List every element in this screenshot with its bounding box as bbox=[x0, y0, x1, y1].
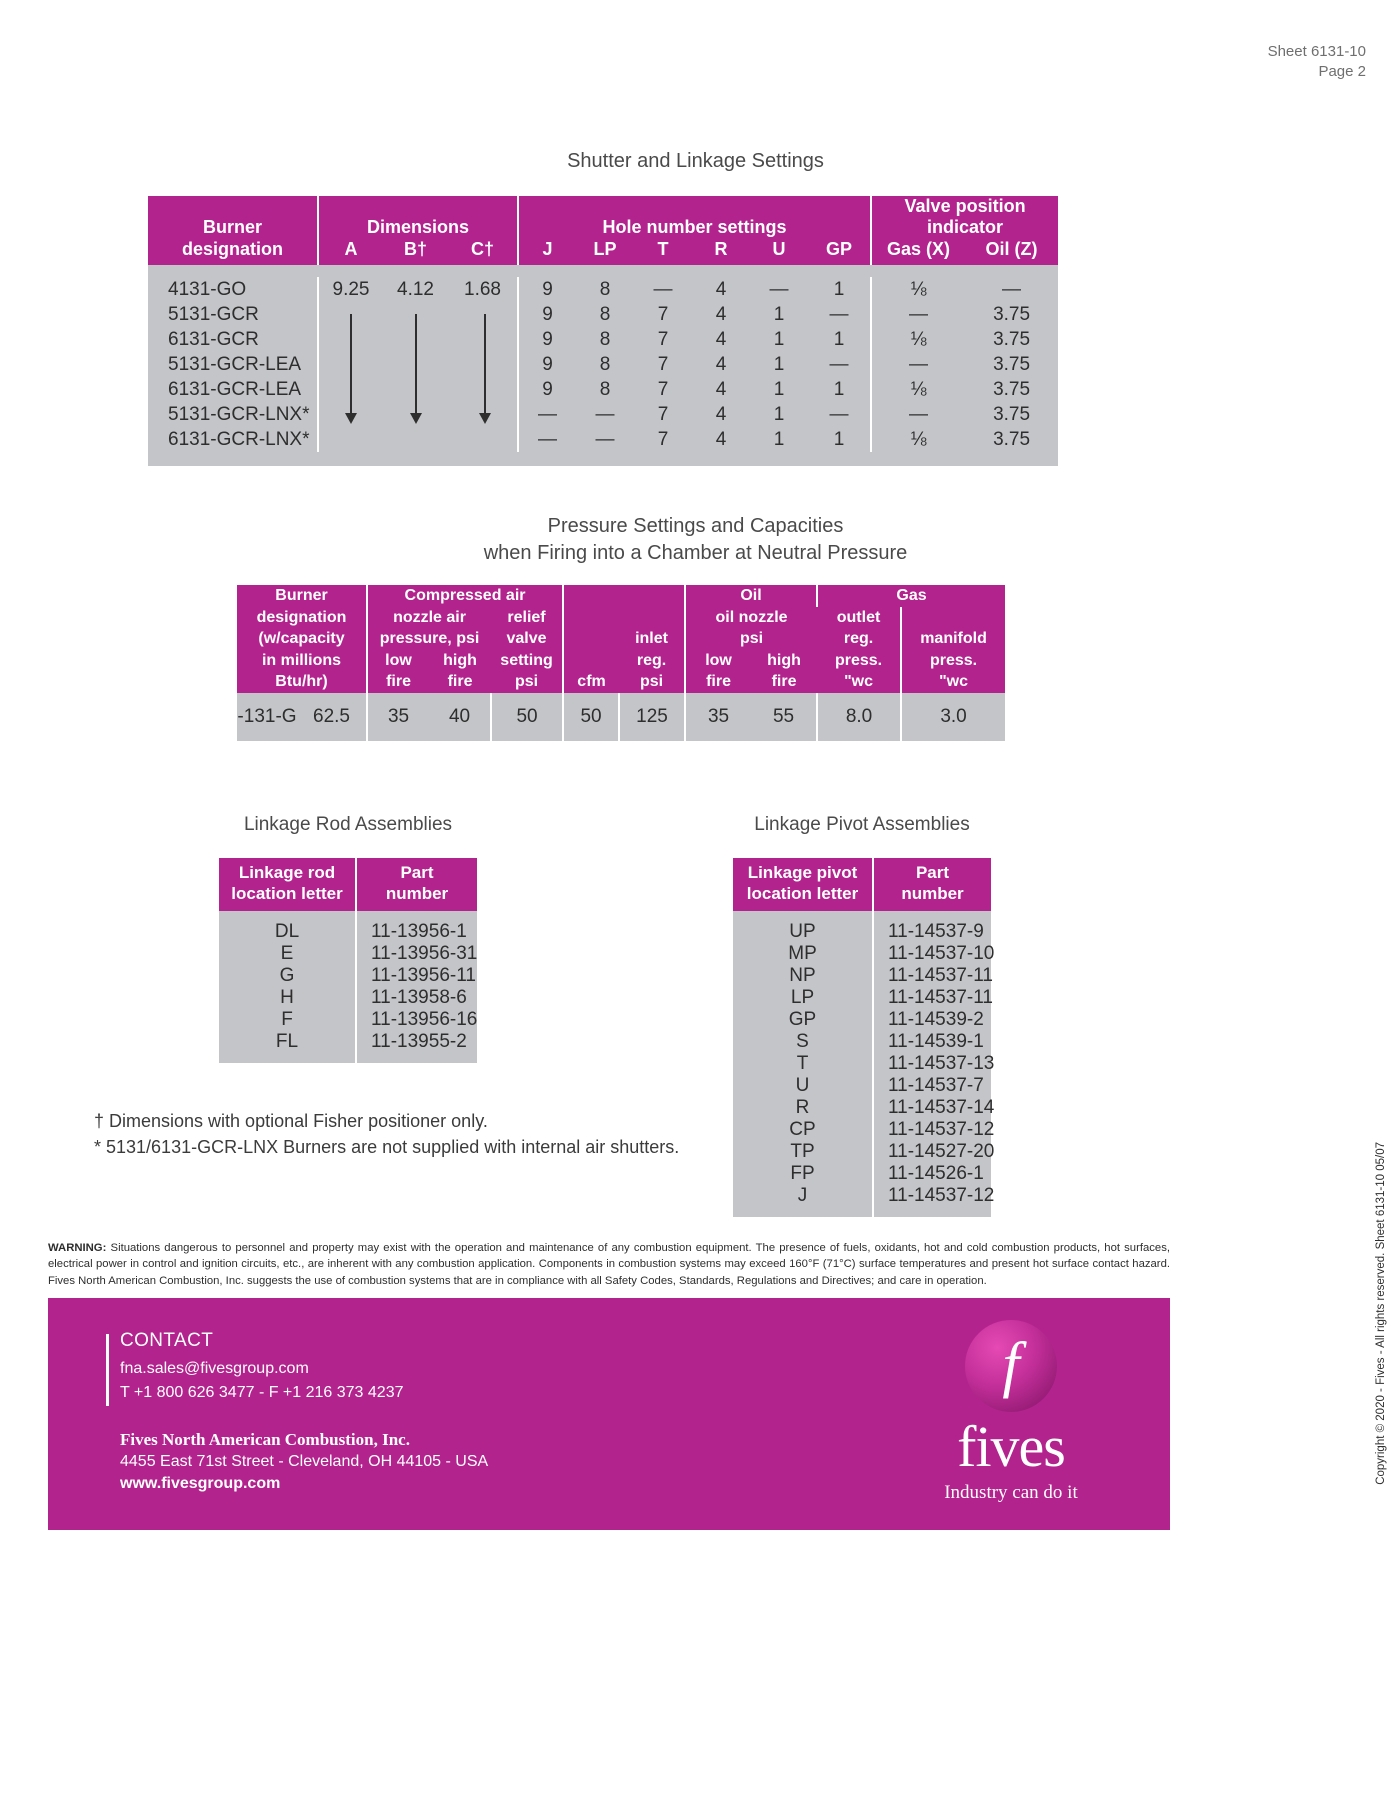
cell-r: 4 bbox=[692, 427, 750, 452]
cell-c bbox=[448, 327, 518, 352]
cell-b: 4.12 bbox=[383, 277, 448, 302]
cell-location-letter: G bbox=[219, 965, 356, 987]
warning-label: WARNING: bbox=[48, 1242, 107, 1254]
table-row bbox=[219, 987, 477, 1009]
page-number: Page 2 bbox=[1318, 63, 1366, 81]
cell-relief-setting: 50 bbox=[491, 693, 563, 741]
header-inlet-reg: reg. bbox=[619, 650, 685, 672]
header-col-A: A bbox=[318, 239, 383, 265]
table-bottom-padding bbox=[219, 1053, 477, 1063]
header-valve-position bbox=[871, 196, 1058, 239]
cell-oil-z: 3.75 bbox=[965, 352, 1058, 377]
header-col-B: B† bbox=[383, 239, 448, 265]
cell-gp: — bbox=[808, 352, 871, 377]
cell-gp: 1 bbox=[808, 327, 871, 352]
cell-oil-z: 3.75 bbox=[965, 427, 1058, 452]
cell-location-letter: FP bbox=[733, 1163, 873, 1185]
header-blank-inlet-2 bbox=[619, 607, 685, 629]
cell-c bbox=[448, 352, 518, 377]
header-manifold-press: press. bbox=[901, 650, 1005, 672]
header-valve-position-line2: indicator bbox=[927, 217, 1004, 237]
cell-location-letter: R bbox=[733, 1097, 873, 1119]
header-oil: Oil bbox=[685, 585, 817, 607]
address-block bbox=[120, 1430, 488, 1493]
cell-lp: 8 bbox=[576, 377, 634, 402]
cell-t: 7 bbox=[634, 402, 692, 427]
contact-phone: T +1 800 626 3477 - F +1 216 373 4237 bbox=[120, 1384, 404, 1401]
cell-oil-z: 3.75 bbox=[965, 377, 1058, 402]
header-relief: relief bbox=[491, 607, 563, 629]
table-row bbox=[219, 1009, 477, 1031]
cell-air-low: 35 bbox=[367, 693, 429, 741]
table-row bbox=[148, 302, 1058, 327]
table-row bbox=[733, 1075, 991, 1097]
cell-part-number: 11-13956-1 bbox=[356, 921, 477, 943]
cell-gas-manifold: 3.0 bbox=[901, 693, 1005, 741]
contact-title: CONTACT bbox=[120, 1330, 214, 1351]
cell-c: 1.68 bbox=[448, 277, 518, 302]
header-manifold-blank bbox=[901, 607, 1005, 629]
cell-location-letter: GP bbox=[733, 1009, 873, 1031]
linkage-rod-assemblies-table bbox=[219, 858, 477, 1063]
cell-oil-high: 55 bbox=[751, 693, 817, 741]
table-row bbox=[733, 1185, 991, 1207]
header-blank-cfm-top bbox=[563, 585, 619, 607]
header-dimensions: Dimensions bbox=[318, 196, 518, 239]
cell-gp: 1 bbox=[808, 427, 871, 452]
table-top-padding bbox=[219, 911, 477, 921]
header-linkage-rod-line2: location letter bbox=[231, 884, 343, 904]
header-nozzle-air: nozzle air bbox=[367, 607, 491, 629]
cell-part-number: 11-14537-7 bbox=[873, 1075, 991, 1097]
cell-location-letter: T bbox=[733, 1053, 873, 1075]
cell-a bbox=[318, 427, 383, 452]
table-row bbox=[733, 1097, 991, 1119]
cell-gp: — bbox=[808, 402, 871, 427]
table-row bbox=[237, 693, 1005, 741]
table-row bbox=[219, 921, 477, 943]
header-gas-wc: "wc bbox=[817, 671, 901, 693]
sheet-header bbox=[1268, 42, 1366, 83]
cell-r: 4 bbox=[692, 277, 750, 302]
header-high-fire: fire bbox=[429, 671, 491, 693]
company-website[interactable]: www.fivesgroup.com bbox=[120, 1474, 281, 1492]
header-outlet: outlet bbox=[817, 607, 901, 629]
cell-gas-x: — bbox=[871, 302, 965, 327]
header-in-millions: in millions bbox=[237, 650, 367, 672]
cell-t: 7 bbox=[634, 377, 692, 402]
header-oil-nozzle: oil nozzle bbox=[685, 607, 817, 629]
header-high: high bbox=[429, 650, 491, 672]
header-burner-2: Burner bbox=[237, 585, 367, 607]
header-col-GP: GP bbox=[808, 239, 871, 265]
cell-oil-z: 3.75 bbox=[965, 402, 1058, 427]
cell-a: 9.25 bbox=[318, 277, 383, 302]
header-col-oil-z: Oil (Z) bbox=[965, 239, 1058, 265]
header-col-gas-x: Gas (X) bbox=[871, 239, 965, 265]
cell-designation: -131-G bbox=[237, 693, 297, 741]
header-gas: Gas bbox=[817, 585, 1005, 607]
cell-location-letter: UP bbox=[733, 921, 873, 943]
cell-location-letter: S bbox=[733, 1031, 873, 1053]
company-name: Fives North American Combustion, Inc. bbox=[120, 1430, 410, 1449]
logo-tagline: Industry can do it bbox=[944, 1482, 1078, 1503]
header-blank-inlet-top bbox=[619, 585, 685, 607]
header-compressed-air: Compressed air bbox=[367, 585, 563, 607]
header-col-LP: LP bbox=[576, 239, 634, 265]
cell-location-letter: MP bbox=[733, 943, 873, 965]
table-row bbox=[148, 377, 1058, 402]
header-linkage-rod-part bbox=[356, 858, 477, 911]
table-row bbox=[148, 277, 1058, 302]
cell-part-number: 11-14537-11 bbox=[873, 987, 991, 1009]
header-blank-cfm-3 bbox=[563, 628, 619, 650]
cell-j: 9 bbox=[518, 377, 576, 402]
header-linkage-pivot-location bbox=[733, 858, 873, 911]
cell-gas-x: ⅛ bbox=[871, 327, 965, 352]
cell-oil-z: 3.75 bbox=[965, 327, 1058, 352]
header-oil-high: high bbox=[751, 650, 817, 672]
cell-part-number: 11-13956-11 bbox=[356, 965, 477, 987]
cell-u: 1 bbox=[750, 352, 808, 377]
header-linkage-pivot-part-line2: number bbox=[901, 884, 964, 904]
cell-r: 4 bbox=[692, 402, 750, 427]
cell-location-letter: FL bbox=[219, 1031, 356, 1053]
header-inlet: inlet bbox=[619, 628, 685, 650]
header-oil-psi: psi bbox=[685, 628, 817, 650]
cell-part-number: 11-13958-6 bbox=[356, 987, 477, 1009]
header-valve-position-line1: Valve position bbox=[904, 196, 1026, 216]
header-hole-number-settings: Hole number settings bbox=[518, 196, 871, 239]
cell-location-letter: DL bbox=[219, 921, 356, 943]
cell-lp: — bbox=[576, 402, 634, 427]
cell-c bbox=[448, 302, 518, 327]
cell-j: — bbox=[518, 427, 576, 452]
cell-oil-z: 3.75 bbox=[965, 302, 1058, 327]
cell-u: — bbox=[750, 277, 808, 302]
company-address: 4455 East 71st Street - Cleveland, OH 44105 - USA bbox=[120, 1453, 489, 1470]
table-row bbox=[733, 943, 991, 965]
footnote-dagger: † Dimensions with optional Fisher positioner only. bbox=[94, 1111, 488, 1131]
header-burner-designation-2: designation bbox=[237, 607, 367, 629]
cell-gas-x: ⅛ bbox=[871, 377, 965, 402]
table-row bbox=[148, 427, 1058, 452]
cell-t: 7 bbox=[634, 352, 692, 377]
header-burner: Burner bbox=[148, 196, 318, 239]
header-oil-high-fire: fire bbox=[751, 671, 817, 693]
pressure-title-line2: when Firing into a Chamber at Neutral Pressure bbox=[483, 542, 908, 564]
header-capacity: (w/capacity bbox=[237, 628, 367, 650]
table-row bbox=[219, 943, 477, 965]
cell-part-number: 11-14537-13 bbox=[873, 1053, 991, 1075]
cell-t: 7 bbox=[634, 327, 692, 352]
cell-b bbox=[383, 427, 448, 452]
linkage-rod-body bbox=[219, 911, 477, 1063]
header-linkage-pivot-part-line1: Part bbox=[915, 863, 950, 882]
cell-lp: 8 bbox=[576, 327, 634, 352]
header-col-J: J bbox=[518, 239, 576, 265]
cell-burner-designation: 5131-GCR-LNX* bbox=[148, 402, 318, 427]
table-row bbox=[148, 327, 1058, 352]
cell-oil-low: 35 bbox=[685, 693, 751, 741]
header-col-C: C† bbox=[448, 239, 518, 265]
header-inlet-psi: psi bbox=[619, 671, 685, 693]
contact-block bbox=[120, 1330, 404, 1405]
cell-burner-designation: 5131-GCR-LEA bbox=[148, 352, 318, 377]
linkage-pivot-assemblies-table bbox=[733, 858, 995, 1217]
pressure-settings-table bbox=[237, 585, 1005, 741]
header-linkage-pivot-line2: location letter bbox=[746, 884, 859, 904]
table-row bbox=[733, 987, 991, 1009]
cell-u: 1 bbox=[750, 302, 808, 327]
cell-location-letter: F bbox=[219, 1009, 356, 1031]
cell-part-number: 11-14537-12 bbox=[873, 1119, 991, 1141]
logo-wordmark: fives bbox=[957, 1414, 1065, 1479]
pressure-table-title bbox=[0, 513, 1391, 567]
cell-j: 9 bbox=[518, 352, 576, 377]
header-linkage-rod-location bbox=[219, 858, 356, 911]
table-row bbox=[219, 965, 477, 987]
cell-air-high: 40 bbox=[429, 693, 491, 741]
copyright-notice: Copyright © 2020 - Fives - All rights reserved. Sheet 6131-10 05/07 bbox=[1375, 1142, 1387, 1485]
cell-j: 9 bbox=[518, 277, 576, 302]
cell-location-letter: H bbox=[219, 987, 356, 1009]
cell-part-number: 11-14537-10 bbox=[873, 943, 991, 965]
cell-cfm: 50 bbox=[563, 693, 619, 741]
table-row bbox=[733, 1141, 991, 1163]
table-row bbox=[733, 1119, 991, 1141]
fives-logo bbox=[886, 1320, 1136, 1504]
cell-location-letter: NP bbox=[733, 965, 873, 987]
footnotes bbox=[94, 1108, 679, 1160]
cell-lp: — bbox=[576, 427, 634, 452]
cell-gas-x: — bbox=[871, 402, 965, 427]
pressure-title-line1: Pressure Settings and Capacities bbox=[547, 515, 844, 537]
header-oil-low: low bbox=[685, 650, 751, 672]
contact-divider bbox=[106, 1334, 109, 1406]
cell-lp: 8 bbox=[576, 277, 634, 302]
logo-letter: f bbox=[1002, 1330, 1020, 1399]
cell-u: 1 bbox=[750, 327, 808, 352]
cell-gas-outlet: 8.0 bbox=[817, 693, 901, 741]
cell-part-number: 11-14537-12 bbox=[873, 1185, 991, 1207]
cell-part-number: 11-13955-2 bbox=[356, 1031, 477, 1053]
cell-r: 4 bbox=[692, 352, 750, 377]
header-pressure-psi: pressure, psi bbox=[367, 628, 491, 650]
linkage-pivot-title: Linkage Pivot Assemblies bbox=[754, 814, 970, 835]
table-bottom-padding bbox=[148, 452, 1058, 466]
table-bottom-padding bbox=[733, 1207, 991, 1217]
cell-capacity: 62.5 bbox=[297, 693, 367, 741]
cell-inlet-reg: 125 bbox=[619, 693, 685, 741]
cell-oil-z: — bbox=[965, 277, 1058, 302]
warning-text bbox=[48, 1240, 1170, 1289]
cell-c bbox=[448, 377, 518, 402]
cell-gas-x: — bbox=[871, 352, 965, 377]
header-cfm: cfm bbox=[563, 671, 619, 693]
table-row bbox=[733, 965, 991, 987]
header-btu-hr: Btu/hr) bbox=[237, 671, 367, 693]
cell-part-number: 11-13956-16 bbox=[356, 1009, 477, 1031]
cell-location-letter: CP bbox=[733, 1119, 873, 1141]
table-row bbox=[148, 352, 1058, 377]
cell-r: 4 bbox=[692, 327, 750, 352]
header-col-U: U bbox=[750, 239, 808, 265]
cell-gas-x: ⅛ bbox=[871, 427, 965, 452]
dimension-arrow-a bbox=[350, 314, 352, 414]
table-row bbox=[733, 1053, 991, 1075]
header-low: low bbox=[367, 650, 429, 672]
header-valve: valve bbox=[491, 628, 563, 650]
cell-lp: 8 bbox=[576, 352, 634, 377]
header-setting: setting bbox=[491, 650, 563, 672]
cell-r: 4 bbox=[692, 302, 750, 327]
header-low-fire: fire bbox=[367, 671, 429, 693]
header-linkage-pivot-line1: Linkage pivot bbox=[747, 863, 858, 882]
pressure-table-body bbox=[237, 693, 1005, 741]
sheet-number: Sheet 6131-10 bbox=[1267, 43, 1366, 60]
header-burner-designation: designation bbox=[148, 239, 318, 265]
cell-burner-designation: 5131-GCR bbox=[148, 302, 318, 327]
contact-email[interactable]: fna.sales@fivesgroup.com bbox=[120, 1360, 309, 1377]
header-linkage-rod-part-line1: Part bbox=[400, 863, 434, 882]
cell-u: 1 bbox=[750, 427, 808, 452]
cell-t: 7 bbox=[634, 427, 692, 452]
header-gas-reg: reg. bbox=[817, 628, 901, 650]
cell-t: — bbox=[634, 277, 692, 302]
header-col-R: R bbox=[692, 239, 750, 265]
cell-part-number: 11-14537-11 bbox=[873, 965, 991, 987]
cell-r: 4 bbox=[692, 377, 750, 402]
header-linkage-pivot-part bbox=[873, 858, 991, 911]
header-linkage-rod-line1: Linkage rod bbox=[238, 863, 336, 882]
cell-burner-designation: 6131-GCR-LEA bbox=[148, 377, 318, 402]
cell-t: 7 bbox=[634, 302, 692, 327]
cell-location-letter: LP bbox=[733, 987, 873, 1009]
dimension-arrow-c bbox=[484, 314, 486, 414]
table-row bbox=[733, 1031, 991, 1053]
cell-j: 9 bbox=[518, 302, 576, 327]
cell-gp: 1 bbox=[808, 277, 871, 302]
header-col-T: T bbox=[634, 239, 692, 265]
table-row bbox=[733, 1009, 991, 1031]
cell-burner-designation: 6131-GCR bbox=[148, 327, 318, 352]
header-oil-low-fire: fire bbox=[685, 671, 751, 693]
cell-gp: 1 bbox=[808, 377, 871, 402]
cell-part-number: 11-14526-1 bbox=[873, 1163, 991, 1185]
cell-part-number: 11-13956-31 bbox=[356, 943, 477, 965]
cell-location-letter: J bbox=[733, 1185, 873, 1207]
cell-c bbox=[448, 427, 518, 452]
table-row bbox=[219, 1031, 477, 1053]
header-blank-cfm-4 bbox=[563, 650, 619, 672]
header-manifold-wc: "wc bbox=[901, 671, 1005, 693]
cell-part-number: 11-14537-14 bbox=[873, 1097, 991, 1119]
cell-location-letter: U bbox=[733, 1075, 873, 1097]
header-blank-cfm-2 bbox=[563, 607, 619, 629]
cell-gp: — bbox=[808, 302, 871, 327]
header-setting-psi: psi bbox=[491, 671, 563, 693]
linkage-rod-title: Linkage Rod Assemblies bbox=[243, 814, 453, 835]
cell-part-number: 11-14537-9 bbox=[873, 921, 991, 943]
cell-location-letter: TP bbox=[733, 1141, 873, 1163]
warning-body: Situations dangerous to personnel and property may exist with the operation and maintenance of any combustion equipment. The presence of fuels, oxidants, hot and cold combustion products, hot surfaces, electrical power in control and ignition circuits, etc., are inherent with any combustion application. Components in combustion systems may exceed 160°F (71°C) surface temperatures and present hot surface contact hazard. Fives North American Combustion, Inc. suggests the use of combustion systems that are in compliance with all Safety Codes, Standards, Regulations and Directives; and care in operation. bbox=[48, 1242, 1170, 1287]
table-row bbox=[733, 921, 991, 943]
cell-part-number: 11-14527-20 bbox=[873, 1141, 991, 1163]
cell-burner-designation: 6131-GCR-LNX* bbox=[148, 427, 318, 452]
footer-band bbox=[48, 1298, 1170, 1530]
shutter-and-linkage-settings-table bbox=[148, 196, 1058, 466]
footnote-asterisk: * 5131/6131-GCR-LNX Burners are not supplied with internal air shutters. bbox=[94, 1137, 680, 1158]
cell-u: 1 bbox=[750, 377, 808, 402]
dimension-arrow-b bbox=[415, 314, 417, 414]
cell-u: 1 bbox=[750, 402, 808, 427]
cell-part-number: 11-14539-1 bbox=[873, 1031, 991, 1053]
shutter-table-body bbox=[148, 265, 1058, 466]
cell-gas-x: ⅛ bbox=[871, 277, 965, 302]
header-gas-press: press. bbox=[817, 650, 901, 672]
logo-circle-icon bbox=[965, 1320, 1057, 1412]
header-linkage-rod-part-line2: number bbox=[385, 884, 449, 904]
cell-j: — bbox=[518, 402, 576, 427]
table-row bbox=[733, 1163, 991, 1185]
cell-burner-designation: 4131-GO bbox=[148, 277, 318, 302]
shutter-table-title: Shutter and Linkage Settings bbox=[567, 150, 824, 172]
table-top-padding bbox=[733, 911, 991, 921]
table-row bbox=[148, 402, 1058, 427]
linkage-pivot-body bbox=[733, 911, 995, 1217]
cell-location-letter: E bbox=[219, 943, 356, 965]
cell-lp: 8 bbox=[576, 302, 634, 327]
cell-j: 9 bbox=[518, 327, 576, 352]
header-manifold: manifold bbox=[901, 628, 1005, 650]
cell-part-number: 11-14539-2 bbox=[873, 1009, 991, 1031]
